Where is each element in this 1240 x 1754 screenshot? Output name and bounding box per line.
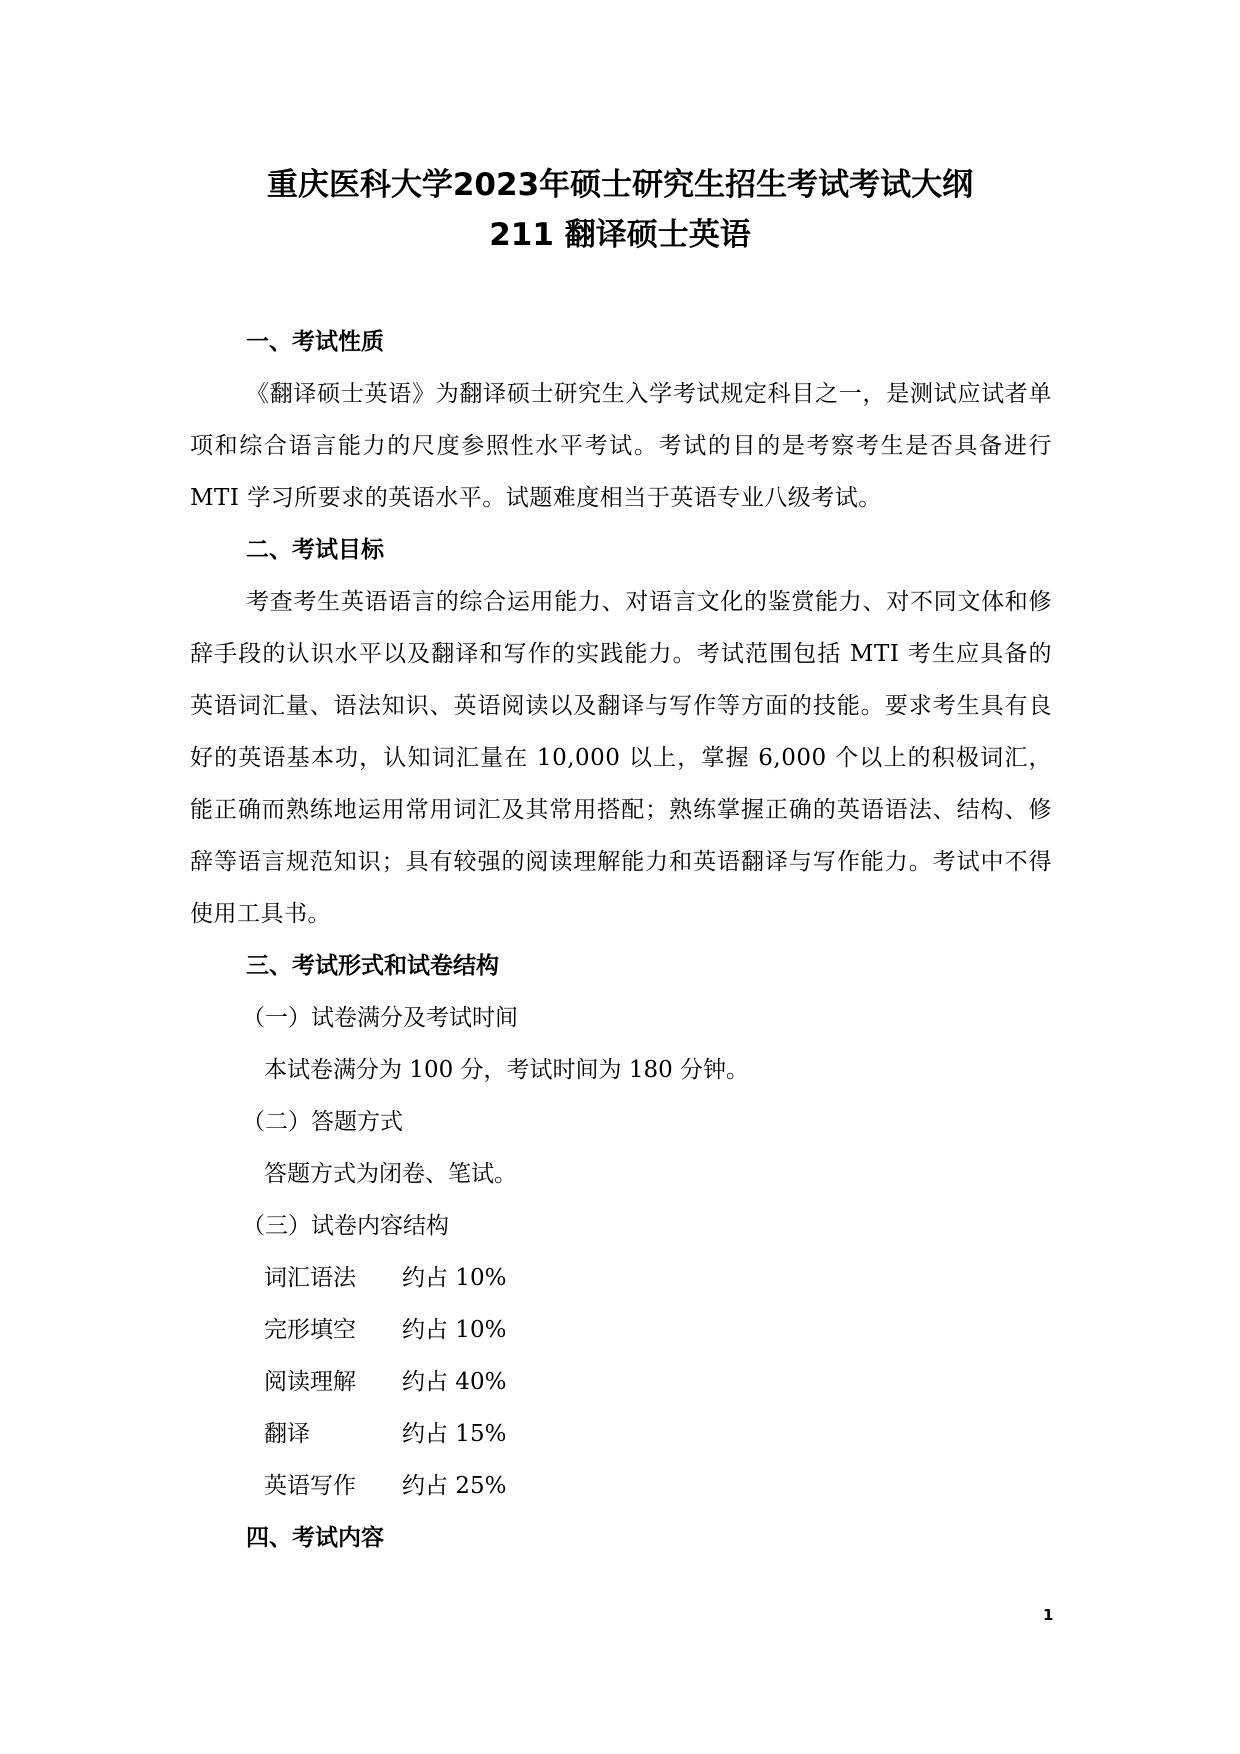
list-item [190,1408,1052,1460]
subsection-title-score-time: （一）试卷满分及考试时间 [242,1005,518,1031]
list-item-label: 阅读理解 [264,1369,356,1395]
section-paragraph-goals: 考查考生英语语言的综合运用能力、对语言文化的鉴赏能力、对不同文体和修辞手段的认识水平以及翻译和写作的实践能力。考试范围包括 MTI 考生应具备的英语词汇量、语法知识、英语阅读以及翻译与写作等方面的技能。要求考生具有良好的英语基本功，认知词汇量在 10,000 以上，掌握 6,000 个以上的积极词汇，能正确而熟练地运用常用词汇及其常用搭配；熟练掌握正确的英语语法、结构、修辞等语言规范知识；具有较强的阅读理解能力和英语翻译与写作能力。考试中不得使用工具书。 [190,589,1052,927]
list-item-value: 约占 10% [402,1317,507,1343]
list-item-value: 约占 15% [402,1421,507,1447]
list-item-value: 约占 40% [402,1369,507,1395]
subsection-text-score-time: 本试卷满分为 100 分，考试时间为 180 分钟。 [264,1057,750,1083]
list-item-label: 词汇语法 [264,1265,356,1291]
document-title [0,160,1240,260]
section-heading-goals: 二、考试目标 [246,537,384,563]
document-body [190,316,1052,1564]
page-number: 1 [1043,1606,1054,1624]
list-item [190,1252,1052,1304]
section-heading-nature: 一、考试性质 [246,329,384,355]
title-line-1: 重庆医科大学2023年硕士研究生招生考试考试大纲 [266,167,974,203]
title-line-2: 211 翻译硕士英语 [489,217,751,253]
list-item-label: 完形填空 [264,1317,356,1343]
section-heading-format: 三、考试形式和试卷结构 [246,953,499,979]
section-heading-content: 四、考试内容 [246,1525,384,1551]
subsection-text-answer-method: 答题方式为闭卷、笔试。 [264,1161,517,1187]
content-structure-list [190,1252,1052,1512]
subsection-title-content-structure: （三）试卷内容结构 [242,1213,449,1239]
list-item [190,1304,1052,1356]
list-item [190,1460,1052,1512]
list-item-label: 英语写作 [264,1473,356,1499]
list-item [190,1356,1052,1408]
list-item-value: 约占 10% [402,1265,507,1291]
section-paragraph-nature: 《翻译硕士英语》为翻译硕士研究生入学考试规定科目之一，是测试应试者单项和综合语言能力的尺度参照性水平考试。考试的目的是考察考生是否具备进行 MTI 学习所要求的英语水平。试题难度相当于英语专业八级考试。 [190,381,1052,511]
list-item-value: 约占 25% [402,1473,507,1499]
list-item-label: 翻译 [264,1421,310,1447]
subsection-title-answer-method: （二）答题方式 [242,1109,403,1135]
